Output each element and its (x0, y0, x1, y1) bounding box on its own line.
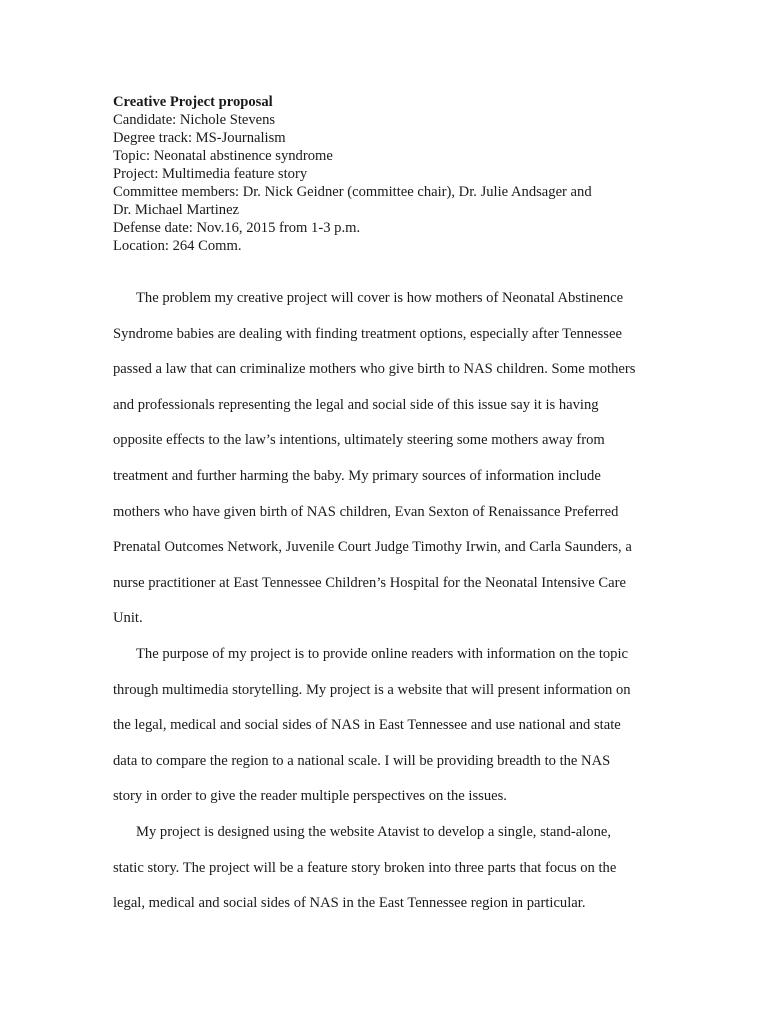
paragraph-1-line: The problem my creative project will cover is how mothers of Neonatal Abstinence (136, 290, 624, 306)
candidate-line: Candidate: Nichole Stevens (113, 112, 276, 128)
degree-track-line: Degree track: MS-Journalism (113, 130, 286, 146)
paragraph-1-line: mothers who have given birth of NAS children, Evan Sexton of Renaissance Preferred (113, 503, 619, 520)
project-line: Project: Multimedia feature story (113, 166, 308, 182)
committee-line-1: Committee members: Dr. Nick Geidner (committee chair), Dr. Julie Andsager and (113, 184, 592, 200)
topic-line: Topic: Neonatal abstinence syndrome (113, 148, 333, 164)
paragraph-3-line: static story. The project will be a feature story broken into three parts that focus on the (113, 859, 617, 876)
paragraph-1-line: opposite effects to the law’s intentions, ultimately steering some mothers away from (113, 432, 605, 449)
paragraph-1-line: Syndrome babies are dealing with finding treatment options, especially after Tennessee (113, 325, 622, 342)
paragraph-3-line: legal, medical and social sides of NAS in the East Tennessee region in particular. (113, 895, 586, 912)
paragraph-1-line: and professionals representing the legal and social side of this issue say it is having (113, 396, 599, 413)
paragraph-2-line: story in order to give the reader multiple perspectives on the issues. (113, 788, 507, 805)
paragraph-1-line: passed a law that can criminalize mothers who give birth to NAS children. Some mothers (113, 361, 636, 378)
paragraph-3-line: My project is designed using the website Atavist to develop a single, stand-alone, (136, 824, 612, 840)
committee-line-2: Dr. Michael Martinez (113, 202, 240, 218)
defense-date-line: Defense date: Nov.16, 2015 from 1-3 p.m. (113, 220, 361, 236)
paragraph-1-line: nurse practitioner at East Tennessee Children’s Hospital for the Neonatal Intensive Care (113, 574, 626, 591)
location-line: Location: 264 Comm. (113, 238, 242, 254)
paragraph-1-line: Prenatal Outcomes Network, Juvenile Court Judge Timothy Irwin, and Carla Saunders, a (113, 539, 632, 556)
document-title: Creative Project proposal (113, 94, 273, 110)
paragraph-1-line: treatment and further harming the baby. My primary sources of information include (113, 468, 601, 484)
paragraph-2-line: through multimedia storytelling. My project is a website that will present information on (113, 681, 631, 698)
paragraph-2-line: the legal, medical and social sides of NAS in East Tennessee and use national and state (113, 717, 621, 734)
paragraph-1-line: Unit. (113, 610, 143, 627)
paragraph-2-line: data to compare the region to a national scale. I will be providing breadth to the NAS (113, 752, 611, 769)
paragraph-2-line: The purpose of my project is to provide online readers with information on the topic (136, 646, 629, 662)
proposal-header (113, 93, 673, 255)
